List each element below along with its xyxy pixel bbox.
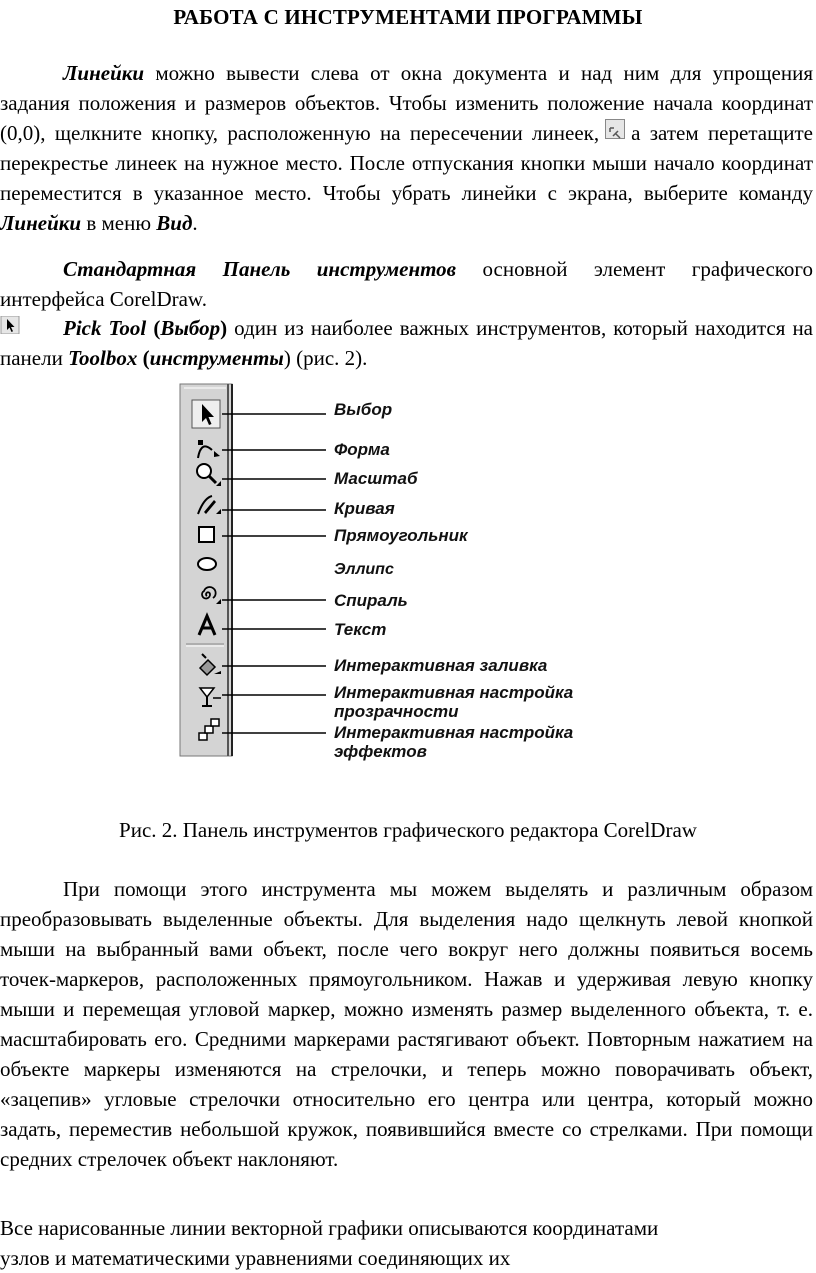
leader-lines xyxy=(222,414,326,733)
term-standard-panel: Стандартная Панель инструментов xyxy=(63,257,457,281)
tool-label-shape: Форма xyxy=(334,440,390,459)
figure-caption: Рис. 2. Панель инструментов графического редактора CorelDraw xyxy=(119,818,697,842)
rectangle-icon xyxy=(199,527,214,542)
pick-tool-text-2: ) (рис. 2). xyxy=(283,346,368,370)
tool-label-transparency: Интерактивная настройка прозрачности xyxy=(334,683,574,721)
toolbox-figure xyxy=(0,378,816,778)
term-rulers: Линейки xyxy=(63,61,145,85)
rulers-text-3: в меню xyxy=(81,211,157,235)
menu-view: Вид xyxy=(156,211,193,235)
rulers-text-1: можно вывести слева от окна документа и над ним для упрощения задания положения и размеров объектов. Чтобы изменить положение начала координат (0,0), щелкните кнопку, расположенную на пересечении линеек, xyxy=(0,61,813,145)
toolbox-ru: инструменты xyxy=(149,346,284,370)
ruler-origin-icon xyxy=(605,119,625,139)
tool-label-spiral: Спираль xyxy=(334,591,408,610)
tool-label-rectangle: Прямоугольник xyxy=(334,526,468,545)
rulers-text-4: . xyxy=(192,211,198,235)
tool-label-interactive-fill: Интерактивная заливка xyxy=(334,656,548,675)
toolbox-name: Toolbox xyxy=(68,346,138,370)
paragraph-standard-panel xyxy=(0,254,813,314)
pick-tool-inline-icon xyxy=(0,316,22,334)
ellipse-icon xyxy=(198,558,216,570)
paragraph-pick-tool: Pick Tool (Выбор) один из наиболее важных инструментов, который находится на панели Toolbox (инструменты) (рис. 2). xyxy=(0,316,814,370)
tool-label-pick: Выбор xyxy=(334,400,393,419)
pick-tool-ru: Выбор xyxy=(160,316,221,340)
pick-tool-text-1: один из наиболее важных инструментов, который находится на панели xyxy=(0,316,814,370)
page-title: РАБОТА С ИНСТРУМЕНТАМИ ПРОГРАММЫ xyxy=(173,5,643,29)
tool-label-freehand: Кривая xyxy=(334,499,395,518)
standard-panel-text: основной элемент графического интерфейса CorelDraw. xyxy=(0,257,813,311)
command-rulers: Линейки xyxy=(0,211,82,235)
paragraph-pick-usage: При помощи этого инструмента мы можем выделять и различным образом преобразовывать выделенные объекты. Для выделения надо щелкнуть левой кнопкой мыши на выбранный вами объект, после чего вокруг него должны появиться восемь точек-маркеров, расположенных прямоугольником. Нажав и удерживая левую кнопку мыши и перемещая угловой маркер, можно изменять размер выделенного объекта, т. е. масштабировать его. Средними маркерами растягивают объект. Повторным нажатием на объекте маркеры изменяются на стрелочки, и теперь можно поворачивать объект, «зацепив» угловые стрелочки относительно его центра или центра, который можно задать, переместив небольшой кружок, появившийся вместе со стрелками. При помощи средних стрелочек объект наклоняют. xyxy=(0,877,813,1171)
paragraph-rulers xyxy=(0,58,813,238)
tool-label-ellipse: Эллипс xyxy=(334,561,394,578)
tool-label-effects: Интерактивная настройка эффектов xyxy=(334,723,574,761)
tool-label-text: Текст xyxy=(334,620,387,639)
rulers-text-2: а затем перетащите перекрестье линеек на нужное место. После отпускания кнопки мыши начало координат переместится в указанное место. Чтобы убрать линейки с экрана, выберите команду xyxy=(0,121,813,205)
paragraph-vector-lines: Все нарисованные линии векторной графики описываются координатами узлов и математическими уравнениями соединяющих их xyxy=(0,1216,659,1270)
tool-label-zoom: Масштаб xyxy=(334,469,418,488)
pick-tool-name: Pick Tool xyxy=(63,316,147,340)
